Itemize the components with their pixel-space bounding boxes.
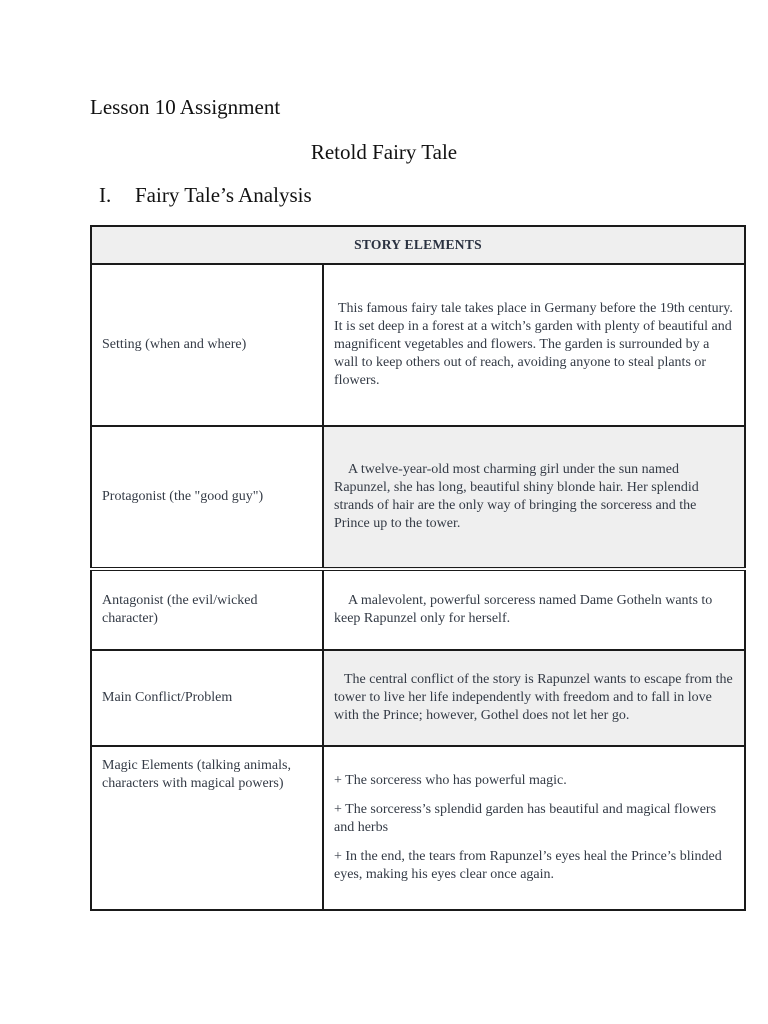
section-title: Fairy Tale’s Analysis — [135, 183, 312, 207]
magic-item: + In the end, the tears from Rapunzel’s eyes heal the Prince’s blinded eyes, making his eyes clear once again. — [334, 849, 722, 882]
table-row-magic — [91, 746, 745, 910]
table-heading: STORY ELEMENTS — [91, 226, 745, 264]
antagonist-text: A malevolent, powerful sorceress named Dame Gotheln wants to keep Rapunzel only for herself. — [334, 593, 713, 626]
magic-value — [323, 746, 745, 910]
magic-item: + The sorceress’s splendid garden has beautiful and magical flowers and herbs — [334, 802, 717, 835]
table-row-protagonist — [91, 426, 745, 569]
protagonist-text: A twelve-year-old most charming girl under the sun named Rapunzel, she has long, beautiful shiny blonde hair. Her splendid strands of hair are the only way of bringing the sorceress and the Prince up to the tower. — [334, 462, 699, 531]
magic-item: + The sorceress who has powerful magic. — [334, 773, 567, 788]
document-subtitle: Retold Fairy Tale — [310, 140, 458, 164]
table-row-conflict — [91, 650, 745, 746]
antagonist-value — [323, 569, 745, 650]
assignment-title: Lesson 10 Assignment — [90, 95, 281, 119]
setting-label: Setting (when and where) — [91, 264, 323, 426]
setting-value — [323, 264, 745, 426]
section-number: I. — [99, 183, 112, 207]
conflict-value — [323, 650, 745, 746]
protagonist-value — [323, 426, 745, 569]
magic-label: Magic Elements (talking animals, characters with magical powers) — [91, 746, 323, 910]
table-row-antagonist — [91, 569, 745, 650]
table-row-setting — [91, 264, 745, 426]
section-heading — [99, 182, 312, 208]
antagonist-label: Antagonist (the evil/wicked character) — [91, 569, 323, 650]
conflict-text: The central conflict of the story is Rapunzel wants to escape from the tower to live her life independently with freedom and to fall in love with the Prince; however, Gothel does not let her go. — [334, 672, 733, 723]
story-elements-table — [90, 225, 746, 911]
setting-text: This famous fairy tale takes place in Germany before the 19th century. It is set deep in a forest at a witch’s garden with plenty of beautiful and magnificent vegetables and flowers. The garden is surrounded by a wall to keep others out of reach, avoiding anyone to steal plants or flowers. — [334, 301, 733, 388]
table-header-row — [91, 226, 745, 264]
conflict-label: Main Conflict/Problem — [91, 650, 323, 746]
protagonist-label: Protagonist (the "good guy") — [91, 426, 323, 569]
